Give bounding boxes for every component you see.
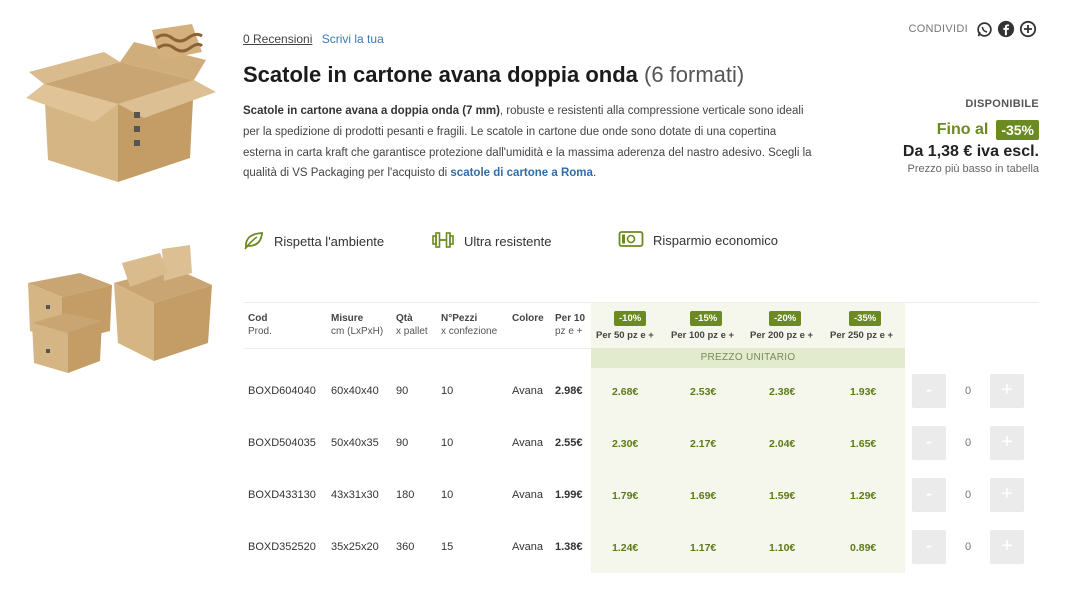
reviews-row xyxy=(243,32,384,46)
cell-colore: Avana xyxy=(512,541,543,553)
cell-pezzi: 10 xyxy=(441,437,454,449)
header-misure-sub: cm (LxPxH) xyxy=(331,326,384,337)
cell-misure: 60x40x40 xyxy=(331,385,379,397)
product-description xyxy=(243,101,813,184)
cell-price-250: 1.65€ xyxy=(850,438,877,450)
cell-price-50: 2.68€ xyxy=(612,386,639,398)
cell-qta: 90 xyxy=(396,385,409,397)
cell-cod: BOXD604040 xyxy=(248,385,316,397)
page-title xyxy=(243,62,744,88)
unit-price-band: PREZZO UNITARIO xyxy=(591,348,905,368)
quantity-minus-button[interactable]: - xyxy=(912,530,946,564)
desc-link[interactable]: scatole di cartone a Roma xyxy=(450,167,593,180)
header-qta-sub: x pallet xyxy=(396,326,428,337)
lowest-price-note: Prezzo più basso in tabella xyxy=(907,163,1039,175)
header-colore xyxy=(512,312,544,325)
cell-price-200: 1.59€ xyxy=(769,490,796,502)
header-discount-15 xyxy=(671,311,746,342)
quantity-value[interactable]: 0 xyxy=(964,385,972,397)
cell-price-200: 1.10€ xyxy=(769,542,796,554)
cell-colore: Avana xyxy=(512,437,543,449)
product-formats-count: (6 formati) xyxy=(644,62,745,87)
discount-badge: -35% xyxy=(849,311,881,326)
leaf-icon xyxy=(243,230,265,253)
max-discount xyxy=(903,120,1039,140)
cell-cod: BOXD352520 xyxy=(248,541,316,553)
reviews-count-link[interactable]: 0 Recensioni xyxy=(243,32,313,46)
product-image-main[interactable] xyxy=(24,22,219,190)
cell-price-100: 1.69€ xyxy=(690,490,717,502)
quantity-value[interactable]: 0 xyxy=(964,489,972,501)
from-price: Da 1,38 € iva escl. xyxy=(902,143,1039,160)
desc-end: . xyxy=(592,167,597,180)
cell-pezzi: 10 xyxy=(441,385,454,397)
cell-price-10: 2.98€ xyxy=(555,385,583,397)
table-header-divider xyxy=(243,348,591,349)
banknote-icon xyxy=(618,230,644,251)
cell-price-200: 2.38€ xyxy=(769,386,796,398)
share-bar xyxy=(908,20,1037,38)
header-pezzi-sub: x confezione xyxy=(441,326,498,337)
cell-price-100: 1.17€ xyxy=(690,542,717,554)
max-discount-badge: -35% xyxy=(996,120,1039,140)
cell-price-50: 1.24€ xyxy=(612,542,639,554)
header-per10-sub: pz e + xyxy=(555,326,583,337)
header-colore-label: Colore xyxy=(512,313,544,324)
header-discount-20 xyxy=(750,311,825,342)
cell-qta: 90 xyxy=(396,437,409,449)
cell-price-250: 1.29€ xyxy=(850,490,877,502)
quantity-minus-button[interactable]: - xyxy=(912,374,946,408)
feature-label: Rispetta l'ambiente xyxy=(274,234,385,249)
header-cod-sub: Prod. xyxy=(248,326,272,337)
discount-label: Per 100 pz e + xyxy=(671,330,735,341)
max-discount-label: Fino al xyxy=(936,121,989,138)
quantity-plus-button[interactable]: + xyxy=(990,530,1024,564)
cell-qta: 360 xyxy=(396,541,415,553)
dumbbell-icon xyxy=(431,230,455,253)
desc-text: , robuste e resistenti alla compressione verticale sono ideali per la spedizione di prodotti pesanti e fragili. Le scatole in cartone due onde sono dotate di una copertina esterna in carta kraft che garantisce protezione dall'umidità e la massima aderenza del nastro adesivo. Scegli la qualità di VS Packaging per l'acquisto di xyxy=(243,105,812,180)
facebook-icon[interactable] xyxy=(997,20,1015,38)
cell-price-10: 1.38€ xyxy=(555,541,583,553)
price-box xyxy=(903,98,1039,175)
cell-misure: 35x25x20 xyxy=(331,541,379,553)
cell-price-10: 1.99€ xyxy=(555,489,583,501)
cell-price-250: 0.89€ xyxy=(850,542,877,554)
feature-eco xyxy=(243,230,384,253)
cell-colore: Avana xyxy=(512,489,543,501)
feature-savings xyxy=(618,230,778,251)
share-label: CONDIVIDI xyxy=(908,23,968,35)
cell-pezzi: 10 xyxy=(441,489,454,501)
product-title: Scatole in cartone avana doppia onda xyxy=(243,62,638,87)
product-image-secondary[interactable] xyxy=(22,243,222,378)
discount-badge: -20% xyxy=(769,311,801,326)
feature-label: Ultra resistente xyxy=(464,234,552,249)
write-review-link[interactable]: Scrivi la tua xyxy=(321,32,384,46)
table-top-divider xyxy=(243,302,1039,303)
cell-price-50: 2.30€ xyxy=(612,438,639,450)
discount-label: Per 250 pz e + xyxy=(830,330,894,341)
feature-strong xyxy=(431,230,551,253)
discount-badge: -15% xyxy=(690,311,722,326)
cell-cod: BOXD504035 xyxy=(248,437,316,449)
discount-badge: -10% xyxy=(614,311,646,326)
cell-misure: 43x31x30 xyxy=(331,489,379,501)
header-discount-35 xyxy=(830,311,905,342)
cell-cod: BOXD433130 xyxy=(248,489,316,501)
cell-price-50: 1.79€ xyxy=(612,490,639,502)
header-qta-label: Qtà xyxy=(396,313,413,324)
header-pezzi-label: N°Pezzi xyxy=(441,313,478,324)
plus-circle-icon[interactable] xyxy=(1019,20,1037,38)
whatsapp-icon[interactable] xyxy=(976,21,993,38)
cell-price-10: 2.55€ xyxy=(555,437,583,449)
quantity-value[interactable]: 0 xyxy=(964,541,972,553)
quantity-plus-button[interactable]: + xyxy=(990,374,1024,408)
header-misure-label: Misure xyxy=(331,313,364,324)
cell-price-250: 1.93€ xyxy=(850,386,877,398)
cell-misure: 50x40x35 xyxy=(331,437,379,449)
desc-bold: Scatole in cartone avana a doppia onda (7 mm) xyxy=(243,105,500,117)
header-cod-label: Cod xyxy=(248,313,268,324)
header-per10 xyxy=(555,312,585,338)
discount-label: Per 50 pz e + xyxy=(596,330,654,341)
cell-pezzi: 15 xyxy=(441,541,454,553)
cell-qta: 180 xyxy=(396,489,415,501)
header-pezzi xyxy=(441,312,497,338)
discount-label: Per 200 pz e + xyxy=(750,330,814,341)
availability-label: DISPONIBILE xyxy=(965,98,1039,110)
feature-label: Risparmio economico xyxy=(653,233,778,248)
header-misure xyxy=(331,312,383,338)
header-per10-label: Per 10 xyxy=(555,313,586,324)
header-discount-10 xyxy=(596,311,666,342)
quantity-minus-button[interactable]: - xyxy=(912,426,946,460)
quantity-plus-button[interactable]: + xyxy=(990,478,1024,512)
quantity-value[interactable]: 0 xyxy=(964,437,972,449)
cell-price-200: 2.04€ xyxy=(769,438,796,450)
cell-colore: Avana xyxy=(512,385,543,397)
header-cod xyxy=(248,312,272,338)
cell-price-100: 2.17€ xyxy=(690,438,717,450)
quantity-minus-button[interactable]: - xyxy=(912,478,946,512)
cell-price-100: 2.53€ xyxy=(690,386,717,398)
header-qta xyxy=(396,312,428,338)
quantity-plus-button[interactable]: + xyxy=(990,426,1024,460)
